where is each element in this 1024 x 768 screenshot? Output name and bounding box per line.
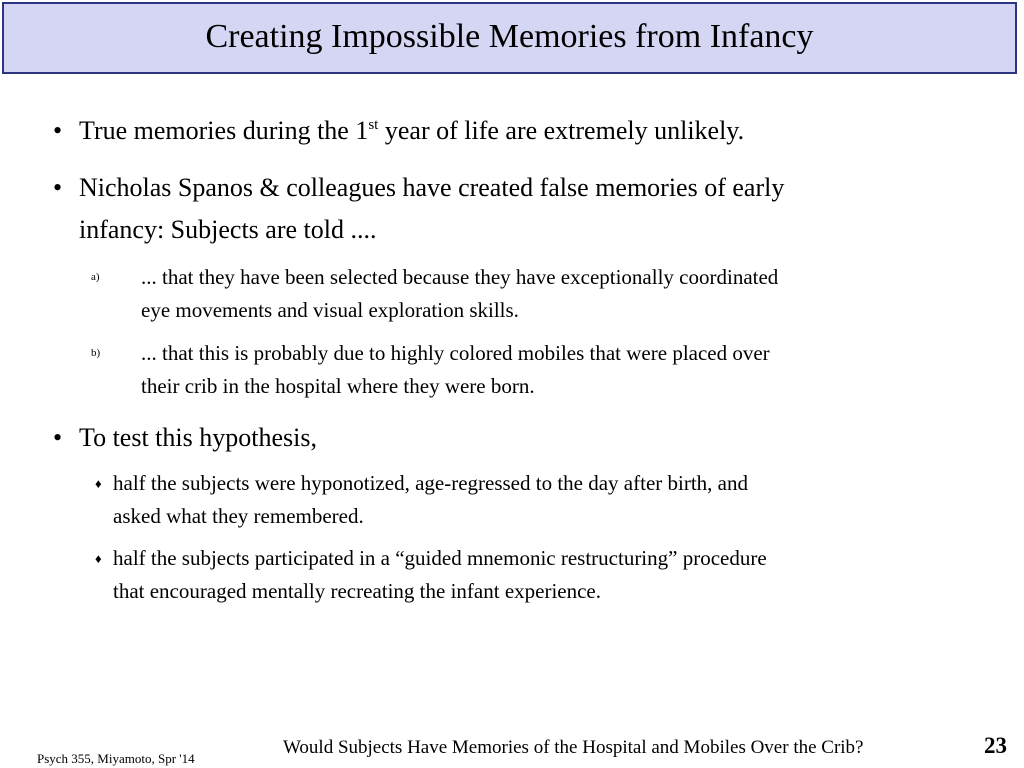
diamond-item-line: asked what they remembered. (113, 504, 364, 528)
bullet-marker: • (53, 173, 63, 202)
sub-item-b (91, 337, 770, 403)
page-number: 23 (984, 733, 1007, 758)
footer-course: Psych 355, Miyamoto, Spr '14 (37, 751, 195, 766)
diamond-item-line: half the subjects participated in a “guided mnemonic restructuring” procedure (113, 546, 767, 570)
bullet-text: True memories during the 1 (79, 116, 369, 145)
sub-item-line: ... that they have been selected because they have exceptionally coordinated (141, 265, 779, 289)
sub-item-marker: a) (91, 271, 100, 283)
sub-item-marker: b) (91, 347, 101, 359)
diamond-icon: ♦ (95, 476, 102, 491)
bullet-marker: • (53, 116, 63, 145)
slide-title: Creating Impossible Memories from Infancy (205, 18, 814, 55)
diamond-item-line: half the subjects were hyponotized, age-regressed to the day after birth, and (113, 471, 749, 495)
bullet-text: To test this hypothesis, (79, 423, 317, 452)
footer-caption: Would Subjects Have Memories of the Hospital and Mobiles Over the Crib? (283, 737, 864, 758)
superscript: st (368, 117, 379, 133)
diamond-icon: ♦ (95, 551, 102, 566)
bullet-item-1 (53, 110, 745, 152)
diamond-item-1 (95, 467, 749, 533)
sub-item-line: eye movements and visual exploration skills. (141, 298, 519, 322)
bullet-text-cont: year of life are extremely unlikely. (378, 116, 745, 145)
bullet-item-2 (53, 167, 785, 251)
bullet-line: infancy: Subjects are told .... (79, 215, 377, 244)
bullet-line: Nicholas Spanos & colleagues have created false memories of early (79, 173, 785, 202)
title-bar (2, 2, 1017, 74)
diamond-item-line: that encouraged mentally recreating the infant experience. (113, 579, 602, 603)
bullet-marker: • (53, 423, 63, 452)
sub-item-line: their crib in the hospital where they were born. (141, 374, 535, 398)
sub-item-line: ... that this is probably due to highly colored mobiles that were placed over (141, 341, 770, 365)
bullet-item-3 (53, 417, 317, 459)
diamond-item-2 (95, 542, 767, 608)
sub-item-a (91, 261, 779, 327)
